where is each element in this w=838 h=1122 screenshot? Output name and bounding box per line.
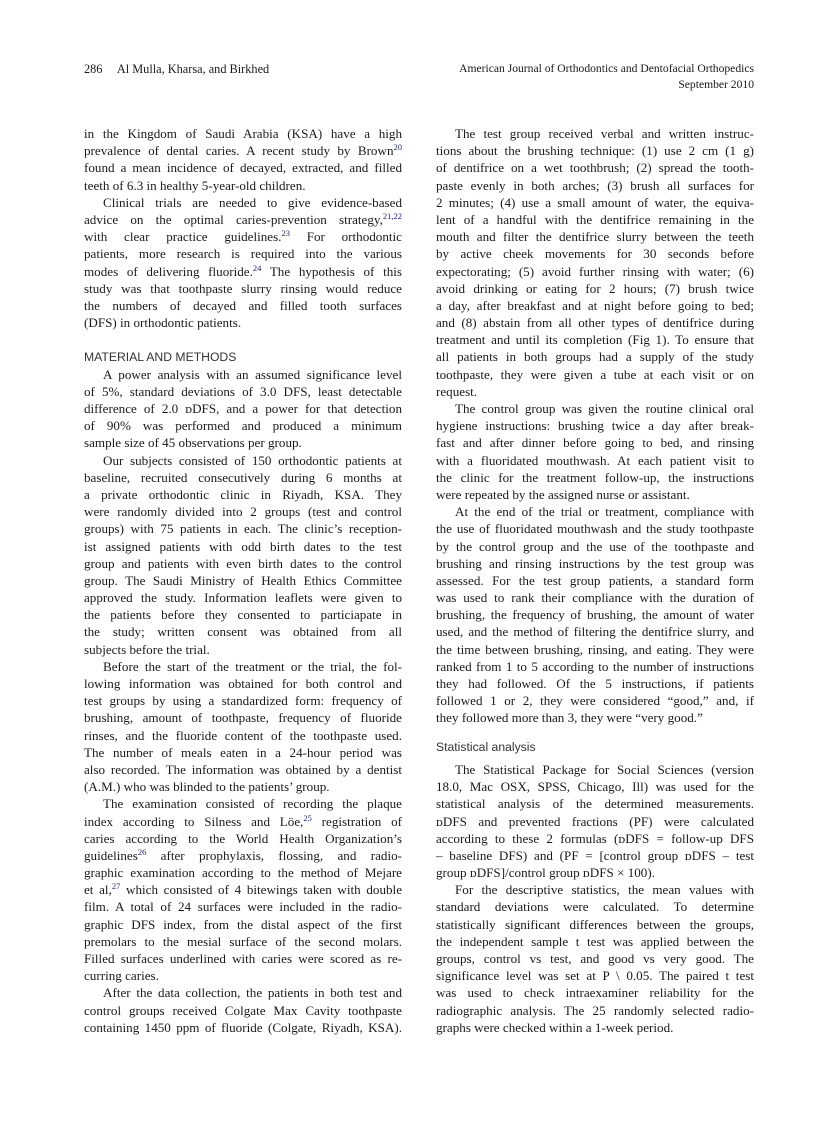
text-line: request. xyxy=(436,383,478,399)
left-column xyxy=(84,125,402,1036)
paragraph xyxy=(436,400,754,503)
running-header-right xyxy=(459,61,754,93)
text-line: graphs were checked within a 1-week period. xyxy=(436,1019,674,1035)
running-header-left xyxy=(84,61,269,77)
text-line: the numbers of decayed and filled tooth surfaces xyxy=(84,297,402,313)
text-line: hygiene instructions: brushing twice a day after break- xyxy=(436,418,754,434)
reference-citation[interactable]: 25 xyxy=(303,812,312,823)
paragraph xyxy=(84,795,402,984)
text-line: The Statistical Package for Social Sciences (version xyxy=(455,761,754,777)
text-line: a private orthodontic clinic in Riyadh, KSA. They xyxy=(84,486,402,502)
text-line: all patients in both groups had a supply of the study xyxy=(436,349,754,365)
text-line: 2 minutes; (4) use a small amount of water, the equiva- xyxy=(436,194,754,210)
text-line: they had followed. Of the 5 instructions, if patients xyxy=(436,676,754,691)
text-line: patients, more research is required into the various xyxy=(84,246,402,262)
text-line: For the descriptive statistics, the mean values with xyxy=(455,882,754,898)
text-line: with clear practice guidelines.$^{23}$ For orthodontic xyxy=(84,228,402,245)
text-line: film. A total of 24 surfaces were included in the radio- xyxy=(84,899,402,915)
paragraph xyxy=(84,658,402,796)
text-line: they followed more than 3, they were “very good.” xyxy=(436,710,703,726)
text-line: rinses, and the fluoride content of the toothpaste used. xyxy=(84,727,402,743)
text-line: The control group was given the routine clinical oral xyxy=(455,401,754,416)
text-line: test groups by using a standardized form: frequency of xyxy=(84,693,402,709)
text-line: graphic DFS index, from the distal aspect of the first xyxy=(84,916,402,932)
reference-citation[interactable]: 20 xyxy=(393,142,402,153)
text-line: (A.M.) who was blinded to the patients’ group. xyxy=(84,779,330,795)
text-line: premolars to the mesial surface of the second molars. xyxy=(84,933,402,949)
text-line: group. The Saudi Ministry of Health Ethics Committee xyxy=(84,572,402,588)
text-line: 18.0, Mac OSX, SPSS, Chicago, Ill) was used for the xyxy=(436,779,754,795)
text-line: Clinical trials are needed to give evidence-based xyxy=(103,194,402,210)
text-line: avoid drinking or eating for 2 hours; (7) brush twice xyxy=(436,280,754,296)
section-heading: Statistical analysis xyxy=(436,739,536,754)
text-line: At the end of the trial or treatment, compliance with xyxy=(455,504,754,520)
text-line: in the Kingdom of Saudi Arabia (KSA) have a high xyxy=(84,126,402,141)
text-line: difference of 2.0 ᴅDFS, and a power for that detection xyxy=(84,401,402,417)
text-line: group ᴅDFS]/control group ᴅDFS × 100). xyxy=(436,865,655,881)
text-line: A power analysis with an assumed significance level xyxy=(103,366,402,382)
text-line: the clinic for the treatment follow-up, the instructions xyxy=(436,469,754,485)
journal-title: American Journal of Orthodontics and Dentofacial Orthopedics xyxy=(459,62,754,75)
text-line: by the control group and the use of the toothpaste and xyxy=(436,538,754,554)
text-line: control groups received Colgate Max Cavity toothpaste xyxy=(84,1002,402,1018)
text-line: fast and after dinner before going to bed, and rinsing xyxy=(436,435,754,451)
text-line: sample size of 45 observations per group. xyxy=(84,435,302,451)
paragraph xyxy=(436,125,754,400)
text-line: by active cheek movements for 30 seconds before xyxy=(436,246,754,262)
text-line: et al,$^{27}$ which consisted of 4 bitewings taken with double xyxy=(84,881,403,898)
issue-date: September 2010 xyxy=(678,78,754,91)
right-column xyxy=(436,125,754,1036)
text-line: and (8) abstain from all other types of dentifrice during xyxy=(436,315,754,331)
text-line: Filled surfaces underlined with caries were scored as re- xyxy=(84,951,402,967)
text-line: brushing, the frequency of brushing, the amount of water xyxy=(436,607,754,623)
text-line: also recorded. The information was obtained by a dentist xyxy=(84,761,402,777)
paragraph xyxy=(436,881,754,1036)
text-line: The examination consisted of recording the plaque xyxy=(103,796,402,812)
paragraph xyxy=(436,503,754,726)
paragraph xyxy=(84,984,402,1036)
text-line: statistically significant differences between the groups, xyxy=(436,916,754,932)
text-line: study was that toothpaste slurry rinsing would reduce xyxy=(84,280,402,296)
text-line: with a fluoridated mouthwash. At each patient visit to xyxy=(436,452,754,468)
paragraph xyxy=(84,452,402,658)
text-line: approved the study. Information leaflets were given to xyxy=(84,590,402,606)
paragraph xyxy=(84,194,402,332)
reference-citation[interactable]: 24 xyxy=(252,262,262,273)
text-line: standard deviations were calculated. To determine xyxy=(436,899,754,915)
text-line: The number of meals eaten in a 24-hour period was xyxy=(84,744,402,760)
text-line: (DFS) in orthodontic patients. xyxy=(84,315,242,331)
text-line: mouth and filter the dentifrice slurry between the teeth xyxy=(436,229,754,245)
text-line: brushing and rinsing instructions by the test group was xyxy=(436,555,754,571)
text-line: toothpaste, they were given a tube at each visit or on xyxy=(436,366,754,382)
reference-citation[interactable]: 27 xyxy=(111,881,121,892)
text-line: according to these 2 formulas (ᴅDFS = follow-up DFS xyxy=(436,830,754,846)
text-line: significance level was set at P \ 0.05. The paired t test xyxy=(436,968,754,984)
text-line: ist assigned patients with odd birth dates to the test xyxy=(84,538,402,554)
text-line: the study; written consent was obtained from all xyxy=(84,624,402,640)
text-line: radiographic analysis. The 25 randomly selected radio- xyxy=(436,1002,754,1018)
text-line: Our subjects consisted of 150 orthodontic patients at xyxy=(103,452,402,468)
text-line: was used to check intraexaminer reliability for the xyxy=(436,985,754,1001)
text-line: graphic examination according to the method of Mejare xyxy=(84,865,402,881)
text-line: modes of delivering fluoride.$^{24}$ The hypothesis of this xyxy=(84,262,402,279)
running-authors: Al Mulla, Kharsa, and Birkhed xyxy=(116,62,270,76)
text-line: subjects before the trial. xyxy=(84,641,210,657)
page-number: 286 xyxy=(84,62,103,76)
text-line: tions about the brushing technique: (1) use 2 cm (1 g) xyxy=(436,143,754,159)
reference-citation[interactable]: 23 xyxy=(281,228,290,239)
text-line: followed 1 or 2, they were considered “good,” and, if xyxy=(436,693,754,709)
paragraph xyxy=(84,125,402,194)
text-line: Before the start of the treatment or the trial, the fol- xyxy=(103,658,402,674)
text-line: prevalence of dental caries. A recent study by Brown$^{20}$ xyxy=(84,142,402,159)
text-line: of 5%, standard deviations of 3.0 DFS, least detectable xyxy=(84,383,402,399)
text-line: After the data collection, the patients in both test and xyxy=(103,985,402,1001)
text-line: used, and the method of filtering the dentifrice slurry, and xyxy=(436,624,754,640)
text-line: groups, control vs test, and good vs very good. The xyxy=(436,951,754,967)
text-line: brushing, amount of toothpaste, frequency of fluoride xyxy=(84,710,402,726)
text-line: were randomly divided into 2 groups (test and control xyxy=(84,504,402,520)
text-line: the time between brushing, rinsing, and eating. They were xyxy=(436,641,754,657)
text-line: lowing information was obtained for both control and xyxy=(84,676,402,692)
text-line: caries according to the World Health Organization’s xyxy=(84,830,402,846)
text-line: guidelines$^{26}$ after prophylaxis, flossing, and radio- xyxy=(84,846,402,863)
text-line: a day, after breakfast and at night before going to bed; xyxy=(436,297,754,313)
text-line: the independent sample t test was applied between the xyxy=(436,933,754,949)
text-line: was used to rank their compliance with the duration of xyxy=(436,590,754,606)
paragraph xyxy=(436,761,754,881)
text-line: baseline, recruited consecutively during 6 months at xyxy=(84,469,402,485)
text-line: expectorating; (5) avoid further rinsing with water; (6) xyxy=(436,263,754,279)
reference-citation[interactable]: 26 xyxy=(137,846,147,857)
text-line: paste evenly in both arches; (3) brush all surfaces for xyxy=(436,177,754,193)
text-line: ᴅDFS and prevented fractions (PF) were calculated xyxy=(436,813,754,829)
text-line: ranked from 1 to 5 according to the number of instructions xyxy=(436,658,754,674)
text-line: curring caries. xyxy=(84,968,159,984)
text-line: found a mean incidence of decayed, extracted, and filled xyxy=(84,160,402,176)
text-line: groups) with 75 patients in each. The clinic’s reception- xyxy=(84,521,402,537)
text-line: treatment and until its completion (Fig 1). To ensure that xyxy=(436,332,754,348)
text-line: of 90% was performed and produced a minimum xyxy=(84,418,402,434)
section-heading: MATERIAL AND METHODS xyxy=(84,350,237,365)
text-line: teeth of 6.3 in healthy 5-year-old children. xyxy=(84,177,306,193)
text-line: the use of fluoridated mouthwash and the study toothpaste xyxy=(436,521,754,537)
text-line: index according to Silness and Löe,$^{25}$ registration of xyxy=(84,812,402,829)
text-line: lent of a handful with the dentifrice remaining in the xyxy=(436,211,754,227)
text-line: group and patients with even birth dates to the control xyxy=(84,555,402,571)
text-line: containing 1450 ppm of fluoride (Colgate, Riyadh, KSA). xyxy=(84,1019,402,1035)
text-line: advice on the optimal caries-prevention strategy,$^{21,22}$ xyxy=(84,210,402,227)
reference-citation[interactable]: 21,22 xyxy=(382,210,402,221)
text-line: of dentifrice on a wet toothbrush; (2) spread the tooth- xyxy=(436,160,754,176)
text-line: The test group received verbal and written instruc- xyxy=(455,126,754,141)
text-line: assessed. For the test group patients, a standard form xyxy=(436,572,754,588)
text-line: were repeated by the assigned nurse or assistant. xyxy=(436,486,690,502)
text-line: – baseline DFS) and (PF = [control group ᴅDFS – test xyxy=(436,847,754,863)
text-line: statistical analysis of the determined measurements. xyxy=(436,796,754,812)
text-line: the patients before they consented to particiapate in xyxy=(84,607,402,623)
paragraph xyxy=(84,366,402,452)
